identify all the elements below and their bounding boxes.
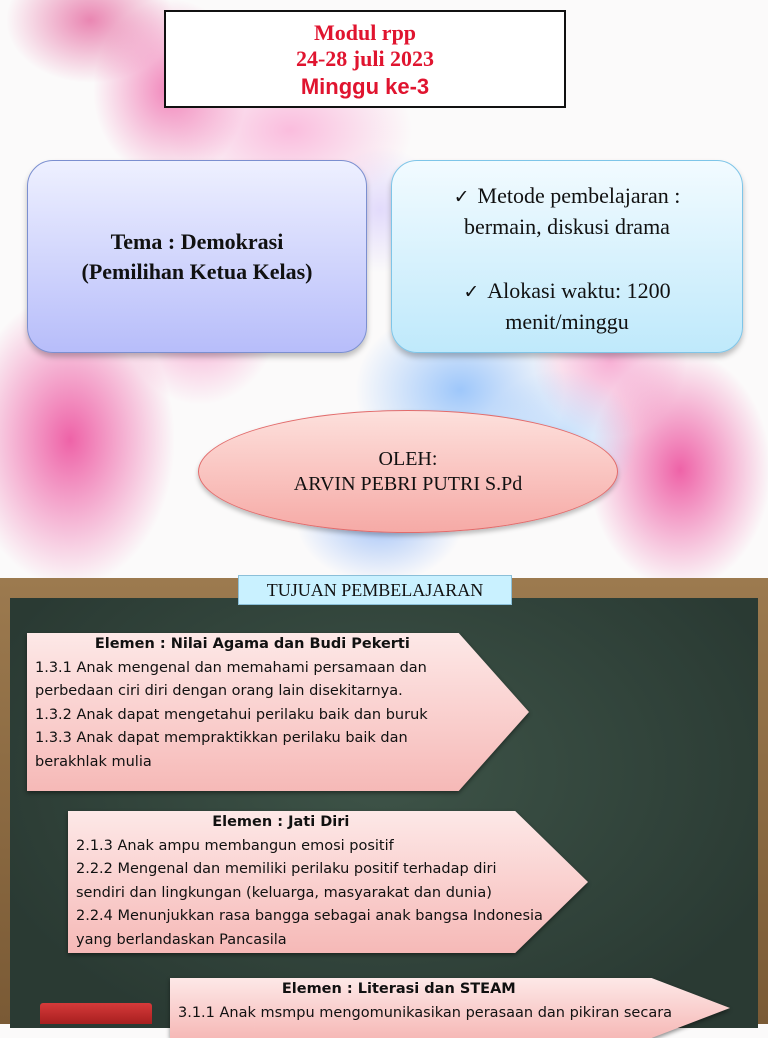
element-line: 1.3.2 Anak dapat mengetahui perilaku baik dan buruk: [35, 706, 428, 723]
module-title: Modul rpp: [313, 20, 417, 45]
element-arrow-literacy: [170, 978, 730, 1038]
element-title: Elemen : Nilai Agama dan Budi Pekerti: [94, 636, 410, 652]
theme-box: [27, 160, 367, 353]
method-label: Metode pembelajaran :: [477, 183, 681, 208]
element-line: 3.1.1 Anak msmpu mengomunikasikan perasaan dan pikiran secara: [178, 1004, 673, 1021]
time-allocation-item: [392, 276, 742, 337]
author-ellipse: [198, 410, 618, 533]
module-title-box: [164, 10, 566, 108]
element-title: Elemen : Literasi dan STEAM: [281, 981, 516, 997]
method-value: bermain, diskusi drama: [464, 214, 670, 239]
element-line: yang berlandaskan Pancasila: [76, 931, 287, 948]
module-week: Minggu ke-3: [300, 74, 430, 99]
element-line: 2.2.4 Menunjukkan rasa bangga sebagai anak bangsa Indonesia: [76, 908, 543, 924]
element-line: berakhlak mulia: [35, 753, 152, 770]
element-line: sendiri dan lingkungan (keluarga, masyarakat dan dunia): [76, 884, 492, 901]
element-line: 1.3.1 Anak mengenal dan memahami persamaan dan: [35, 659, 427, 676]
time-allocation-label: Alokasi waktu: 1200: [487, 278, 671, 303]
time-allocation-value: menit/minggu: [505, 309, 629, 334]
red-book-decoration: [40, 1003, 152, 1024]
method-box: [391, 160, 743, 353]
element-line: 1.3.3 Anak dapat mempraktikkan perilaku baik dan: [35, 730, 408, 746]
module-date: 24-28 juli 2023: [295, 46, 435, 71]
author-label: OLEH:: [378, 447, 438, 470]
method-item: [392, 181, 742, 242]
element-line: 2.1.3 Anak ampu membangun emosi positif: [76, 837, 394, 854]
checkmark-icon: ✓: [453, 186, 470, 208]
theme-subtitle: (Pemilihan Ketua Kelas): [81, 258, 313, 284]
element-arrow-religion: [27, 633, 529, 791]
element-line: 2.2.2 Mengenal dan memiliki perilaku positif terhadap diri: [76, 861, 497, 877]
learning-objectives-heading: TUJUAN PEMBELAJARAN: [238, 575, 512, 605]
theme-title: Tema : Demokrasi: [110, 228, 284, 254]
element-line: perbedaan ciri diri dengan orang lain disekitarnya.: [35, 683, 403, 699]
author-name: ARVIN PEBRI PUTRI S.Pd: [293, 472, 523, 495]
checkmark-icon: ✓: [463, 281, 480, 303]
element-title: Elemen : Jati Diri: [212, 814, 350, 830]
element-arrow-identity: [68, 811, 588, 953]
